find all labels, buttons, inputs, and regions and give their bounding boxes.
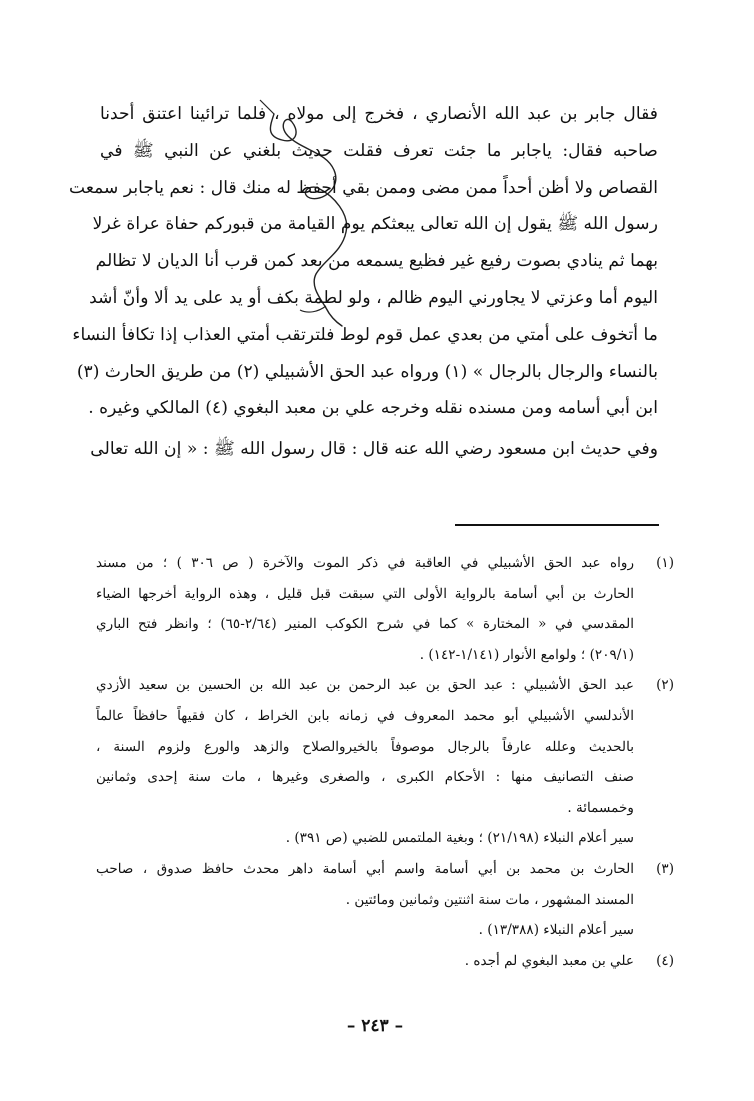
footnote-source: سير أعلام النبلاء (١٣/٣٨٨) . xyxy=(478,922,634,939)
main-text-line: فقال جابر بن عبد الله الأنصاري ، فخرج إلى مولاه ، فلما ترائينا اعتنق أحدنا xyxy=(100,104,658,124)
main-text-line: ما أتخوف على أمتي من بعدي عمل قوم لوط فلترتقب أمتي العذاب إذا تكافأ النساء xyxy=(72,324,658,345)
footnote-line: المقدسي في « المختارة » كما في شرح الكوكب المنير (٢/٦٤-٦٥) ؛ وانظر فتح الباري xyxy=(96,616,634,633)
footnote-2 xyxy=(96,670,674,854)
main-text-line: ابن أبي أسامه ومن مسنده نقله وخرجه علي بن معبد البغوي (٤) المالكي وغيره . xyxy=(88,398,658,419)
footnote-source: سير أعلام النبلاء (٢١/١٩٨) ؛ وبغية الملتمس للضبي (ص ٣٩١) . xyxy=(285,830,634,847)
footnote-line: رواه عبد الحق الأشبيلي في العاقبة في ذكر الموت والآخرة ( ص ٣٠٦ ) ؛ من مسند xyxy=(96,555,635,571)
footnote-1 xyxy=(96,548,674,670)
footnote-number: (٢) xyxy=(656,677,674,694)
footnote-line: علي بن معبد البغوي لم أجده . xyxy=(464,952,634,969)
footnotes xyxy=(96,548,674,976)
main-text-line: صاحبه فقال: ياجابر ما جئت تعرف فقلت حديث بلغني عن النبي ﷺ في xyxy=(100,140,658,161)
main-text-line: القصاص ولا أظن أحداً ممن مضى وممن بقي أحفظ له منك قال : نعم ياجابر سمعت xyxy=(68,177,658,198)
footnote-line: (٢٠٩/١) ؛ ولوامع الأنوار (١/١٤١-١٤٢) . xyxy=(419,646,634,663)
page-number: – ٢٤٣ – xyxy=(346,1016,404,1036)
main-text-line: بهما ثم ينادي بصوت رفيع غير فظيع يسمعه من بعد كمن قرب أنا الديان لا تظالم xyxy=(95,251,658,272)
footnote-4 xyxy=(96,946,674,977)
footnote-line: الحارث بن أبي أسامة بالرواية الأولى التي سبقت قبل قليل ، وهذه الرواية أخرجها الضياء xyxy=(96,585,634,602)
footnote-line: صنف التصانيف منها : الأحكام الكبرى ، والصغرى وغيرها ، مات سنة إحدى وثمانين xyxy=(96,769,634,786)
main-text-line: اليوم أما وعزتي لا يجاورني اليوم ظالم ، ولو لطمة بكف أو يد على يد ألا وأنّ أشد xyxy=(89,287,658,308)
footnote-line: الأندلسي الأشبيلي أبو محمد المعروف في زمانه بابن الخراط ، كان فقيهاً حافظاً عالماً xyxy=(96,707,634,724)
footnote-line: الحارث بن محمد بن أبي أسامة واسم أبي أسامة داهر محدث حافظ صدوق ، صاحب xyxy=(96,860,634,877)
footnote-number: (١) xyxy=(656,555,674,571)
footnote-divider xyxy=(455,524,659,526)
main-text-line: رسول الله ﷺ يقول إن الله تعالى يبعثكم يوم القيامة من قبوركم حفاة عراة غرلا xyxy=(92,214,658,235)
footnote-line: بالحديث وعلله عارفاً بالرجال موصوفاً بالخيروالصلاح والزهد والورع ولزوم السنة ، xyxy=(96,738,634,755)
footnote-number: (٣) xyxy=(656,860,674,877)
footnote-3 xyxy=(96,854,674,946)
footnote-line: وخمسمائة . xyxy=(567,799,634,816)
main-text xyxy=(68,96,658,468)
footnote-line: المسند المشهور ، مات سنة اثنتين وثمانين ومائتين . xyxy=(345,891,634,908)
main-text-closing-line: وفي حديث ابن مسعود رضي الله عنه قال : قال رسول الله ﷺ : « إن الله تعالى xyxy=(90,439,658,460)
footnote-line: عبد الحق الأشبيلي : عبد الحق بن عبد الرحمن بن عبد الله بن الحسين بن سعيد الأزدي xyxy=(96,677,634,694)
main-text-line: بالنساء والرجال بالرجال » (١) ورواه عبد الحق الأشبيلي (٢) من طريق الحارث (٣) xyxy=(76,361,658,382)
footnote-number: (٤) xyxy=(656,952,674,969)
